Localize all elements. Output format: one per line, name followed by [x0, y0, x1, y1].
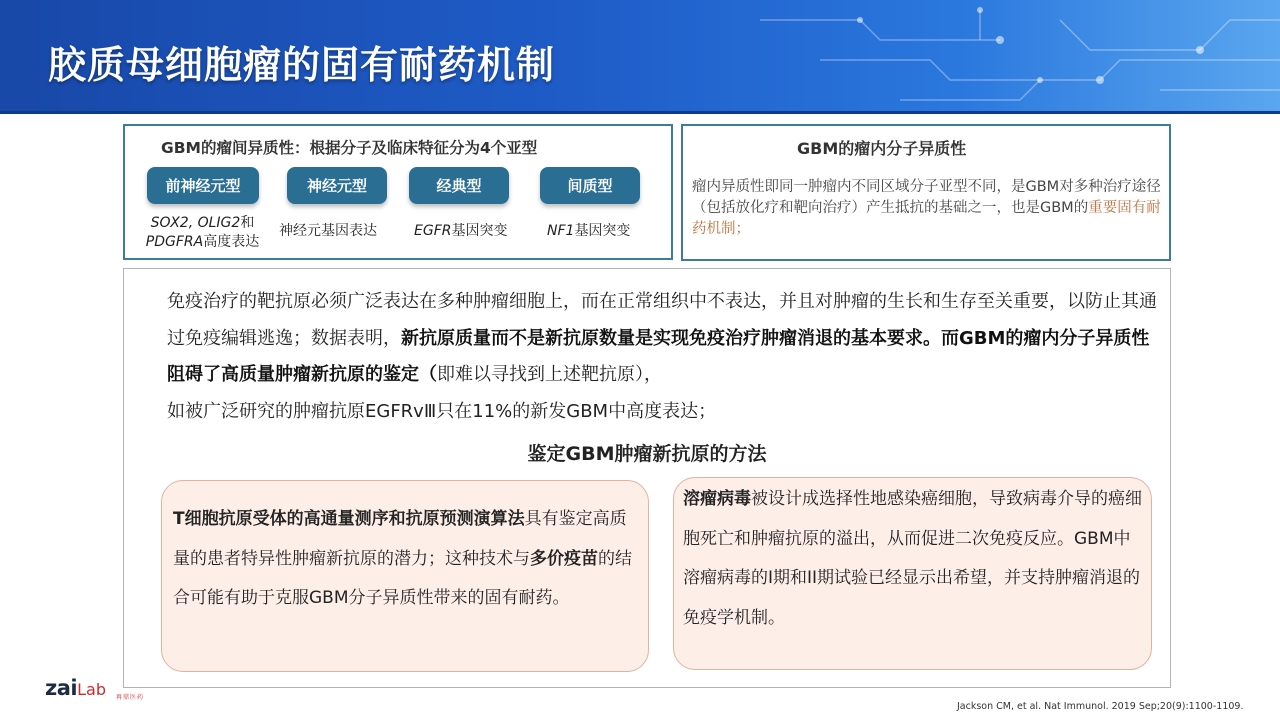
banner-underline: [0, 111, 1280, 114]
method-bold: T细胞抗原受体的高通量测序和抗原预测演算法: [173, 509, 525, 529]
header-banner: [0, 0, 1280, 114]
main-p1: 免疫治疗的靶抗原必须广泛表达在多种肿瘤细胞上，而在正常组织中不表达，并且对肿瘤的生长和生存至关重要，以防止其通过免疫编辑逃逸；数据表明，: [167, 291, 1157, 349]
subtype-pill-mesenchymal: 间质型: [540, 167, 640, 204]
method-text: 被设计成选择性地感染癌细胞，导致病毒介导的癌细胞死亡和肿瘤抗原的溢出，从而促进二次免疫反应。GBM中溶瘤病毒的I期和II期试验已经显示出希望，并支持肿瘤消退的免疫学机制。: [683, 489, 1142, 628]
subtype-desc-neural: 神经元基因表达: [279, 223, 377, 239]
subtype-pill-neural: 神经元型: [287, 167, 387, 204]
main-paragraph: [167, 284, 1157, 430]
method-bold: 溶瘤病毒: [683, 489, 751, 509]
method-card-oncolytic-virus: [673, 477, 1152, 670]
desc-text: 基因突变: [451, 223, 508, 239]
method-text-end: 的结合可能有助于克服GBM分子异质性带来的固有耐药。: [173, 548, 632, 608]
subtype-desc-classical: [414, 222, 507, 241]
desc-text: 基因突变: [574, 223, 631, 239]
gene-names: SOX2, OLIG2: [150, 215, 241, 231]
intra-highlight: 重要固有耐药机制；: [692, 200, 1161, 237]
method-card-text: [173, 500, 635, 619]
desc-text: 和: [240, 215, 255, 231]
zailab-logo: [45, 676, 145, 701]
main-p1-end: 即难以寻找到上述靶抗原），: [437, 364, 662, 385]
inter-tumor-heading: GBM的瘤间异质性：根据分子及临床特征分为4个亚型: [161, 139, 538, 157]
subtype-desc-proneural: [135, 214, 270, 252]
subtype-pill-proneural: 前神经元型: [147, 167, 259, 204]
logo-main: zai: [45, 676, 78, 700]
intra-body: 瘤内异质性即同一肿瘤内不同区域分子亚型不同，是GBM对多种治疗途径（包括放化疗和靶向治疗）产生抵抗的基础之一，也是GBM的: [692, 179, 1161, 216]
logo-lab: Lab: [77, 680, 106, 699]
main-content-panel: [123, 268, 1171, 688]
main-p1-bold: 新抗原质量而不是新抗原数量是实现免疫治疗肿瘤消退的基本要求。而GBM的瘤内分子异质性阻碍了高质量肿瘤新抗原的鉴定（: [167, 327, 1150, 385]
logo-chinese: 再鼎医药: [116, 694, 145, 701]
citation: Jackson CM, et al. Nat Immunol. 2019 Sep;20(9):1100-1109.: [957, 701, 1244, 712]
method-bold-vaccine: 多价疫苗: [530, 548, 598, 569]
page-title: 胶质母细胞瘤的固有耐药机制: [48, 43, 556, 87]
intra-tumor-heading: GBM的瘤内分子异质性: [797, 139, 967, 158]
gene-name: NF1: [547, 223, 575, 239]
subtype-pill-classical: 经典型: [409, 167, 509, 204]
intra-tumor-panel: [681, 124, 1171, 261]
method-card-text: [683, 480, 1143, 638]
inter-tumor-panel: [123, 124, 673, 260]
desc-text: 高度表达: [203, 234, 260, 250]
gene-name: PDGFRA: [145, 234, 204, 250]
subtype-desc-mesenchymal: [547, 222, 630, 241]
intra-tumor-text: [692, 177, 1162, 240]
method-text: 具有鉴定高质量的患者特异性肿瘤新抗原的潜力；这种技术与: [173, 509, 627, 569]
method-card-tcr-sequencing: [161, 480, 649, 672]
main-p2: 如被广泛研究的肿瘤抗原EGFRvⅢ只在11%的新发GBM中高度表达；: [167, 400, 717, 422]
gene-name: EGFR: [414, 223, 452, 239]
methods-title: 鉴定GBM肿瘤新抗原的方法: [527, 443, 767, 465]
